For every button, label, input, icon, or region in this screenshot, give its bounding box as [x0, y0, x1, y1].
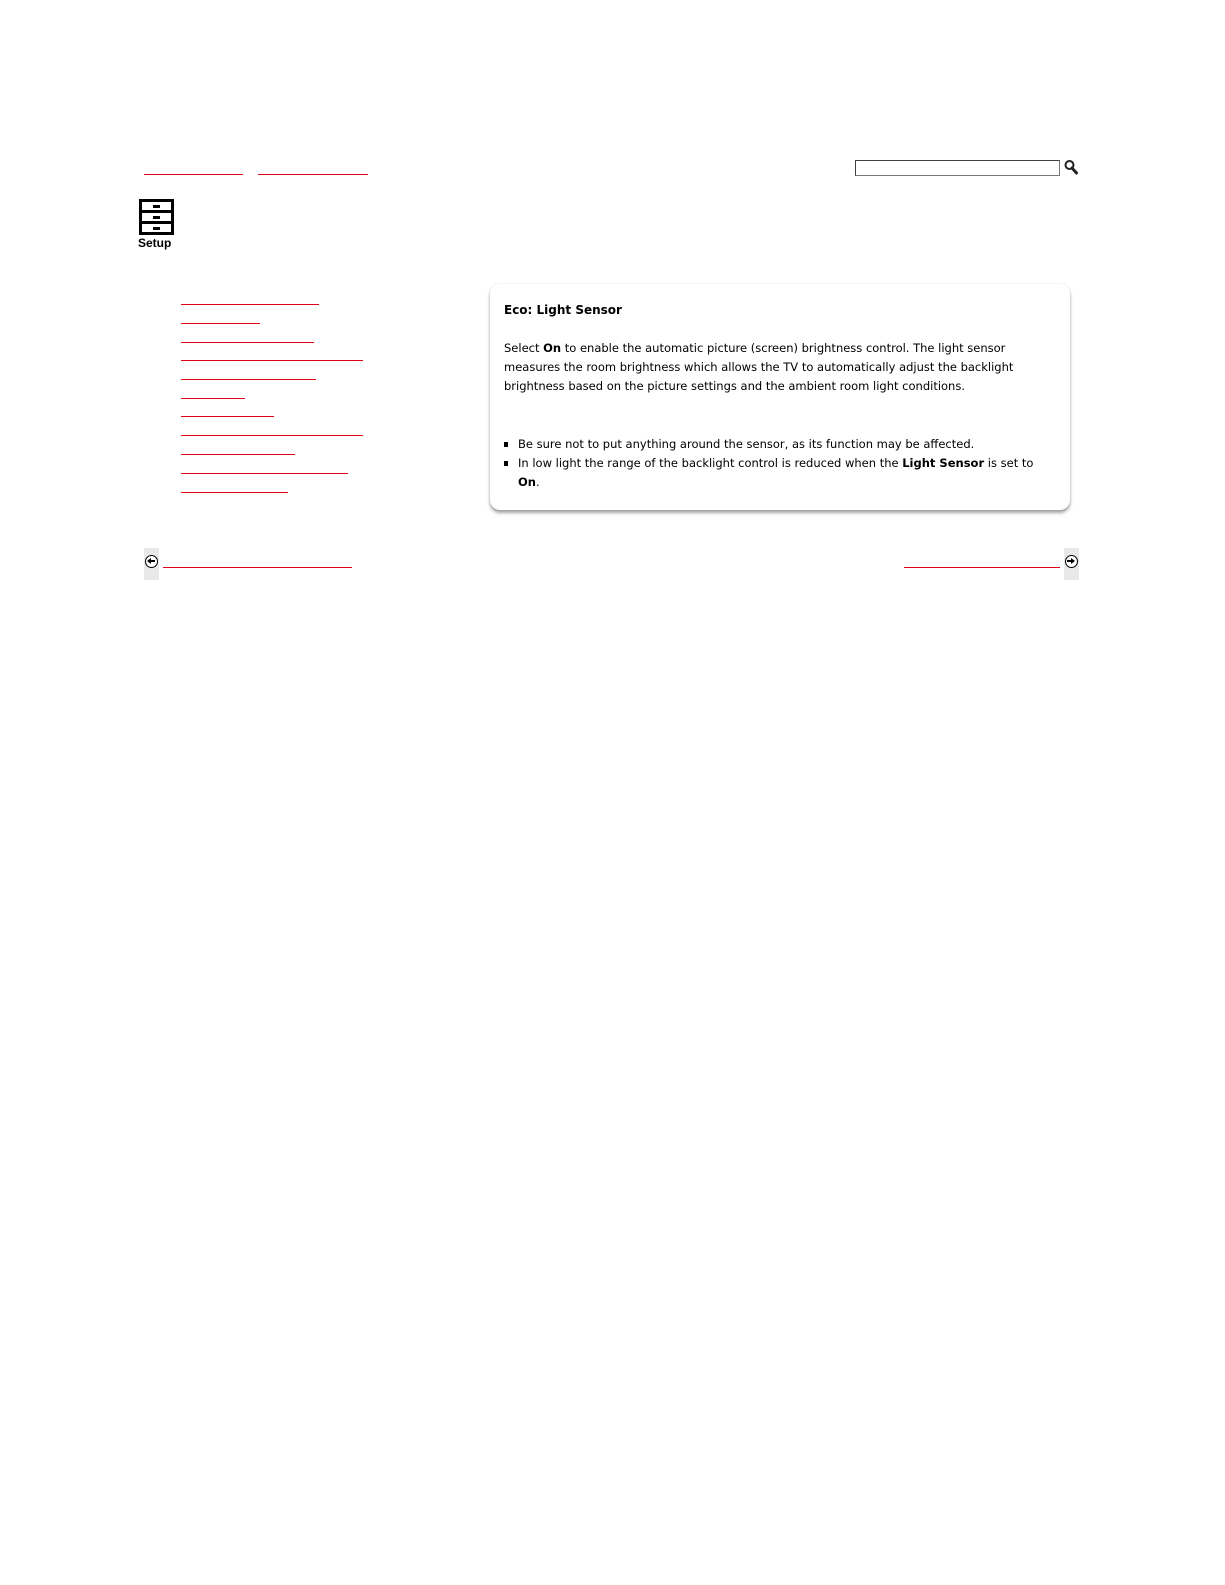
text-run: .: [535, 475, 540, 489]
sidebar-link[interactable]: [181, 379, 316, 380]
text-run: is set to: [984, 456, 1034, 470]
text-run: to enable the automatic picture (screen) brightness control. The light sensor measures the room brightness which allows the TV to automatically adjust the backlight brightness based on the picture settings and the ambient room light conditions.: [504, 341, 1014, 393]
bold-text: On: [518, 475, 536, 489]
setup-icon: [139, 199, 174, 235]
sidebar-link[interactable]: [181, 398, 245, 399]
previous-arrow-icon[interactable]: [145, 555, 158, 568]
sidebar-link[interactable]: [181, 360, 363, 361]
next-arrow-icon[interactable]: [1065, 555, 1078, 568]
bold-text: On: [543, 341, 562, 355]
sidebar-link[interactable]: [181, 342, 314, 343]
category-label: Setup: [138, 236, 172, 250]
sidebar-link[interactable]: [181, 304, 319, 305]
article-body: [504, 339, 1044, 396]
text-run: In low light the range of the backlight control is reduced when the: [518, 456, 903, 470]
search-input[interactable]: [855, 160, 1060, 176]
next-page-link[interactable]: [904, 567, 1060, 568]
article-title: Eco: Light Sensor: [504, 303, 622, 317]
content-card: [490, 284, 1070, 510]
note-item: [504, 435, 1054, 454]
sidebar-link[interactable]: [181, 435, 363, 436]
sidebar-link[interactable]: [181, 416, 274, 417]
search-icon[interactable]: [1064, 159, 1078, 175]
text-run: Select: [504, 341, 544, 355]
notes-list: [504, 435, 1054, 492]
sidebar-link[interactable]: [181, 323, 260, 324]
note-item: [504, 454, 1054, 492]
sidebar-link[interactable]: [181, 473, 348, 474]
sidebar-link[interactable]: [181, 454, 295, 455]
breadcrumb-link-home[interactable]: [144, 174, 243, 175]
breadcrumb-link-section[interactable]: [258, 174, 368, 175]
text-run: Be sure not to put anything around the sensor, as its function may be affected.: [518, 437, 975, 451]
sidebar-link[interactable]: [181, 492, 288, 493]
bold-text: Light Sensor: [902, 456, 985, 470]
previous-page-link[interactable]: [163, 567, 352, 568]
